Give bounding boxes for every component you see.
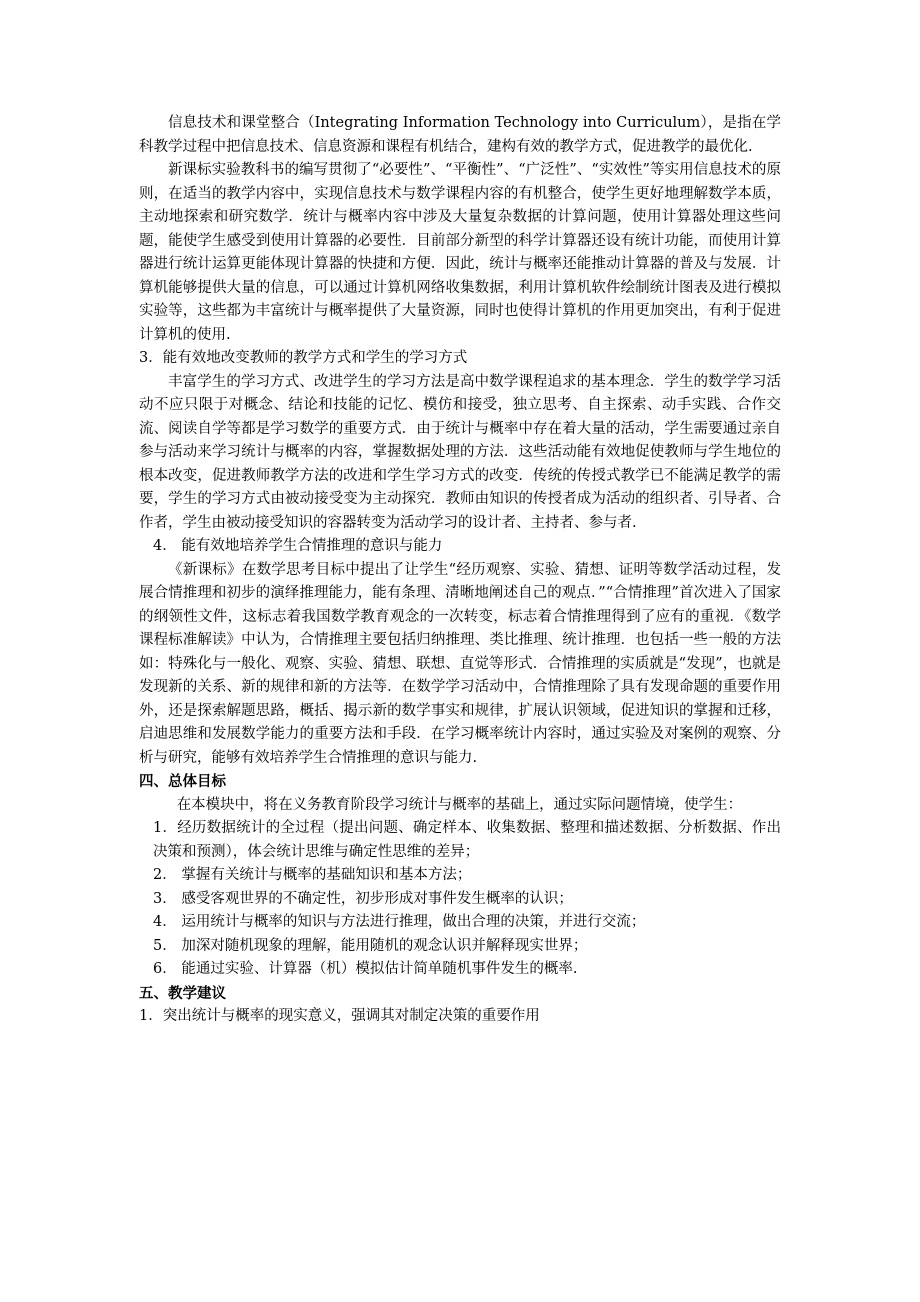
goal-item-5: 5． 加深对随机现象的理解，能用随机的观念认识并解释现实世界； [153, 937, 588, 954]
paragraph-textbook-principles: 新课标实验教科书的编写贯彻了“必要性”、“平衡性”、“广泛性”、“实效性”等实用信息技术的原则，在适当的教学内容中，实现信息技术与数学课程内容的有机整合，使学生更好地理解数学本质，主动地探索和研究数学．统计与概率内容中涉及大量复杂数据的计算问题，使用计算器处理这些问题，能使学生感受到使用计算器的必要性．目前部分新型的科学计算器还设有统计功能，而使用计算器进行统计运算更能体现计算器的快捷和方便．因此，统计与概率还能推动计算器的普及与发展．计算机能够提供大量的信息，可以通过计算机网络收集数据，利用计算机软件绘制统计图表及进行模拟实验等，这些都为丰富统计与概率提供了大量资源，同时也使得计算机的作用更加突出，有利于促进计算机的使用. [139, 162, 781, 343]
goal-item-3: 3． 感受客观世界的不确定性，初步形成对事件发生概率的认识； [153, 890, 573, 907]
section-heading-overall-goals: 四、总体目标 [139, 773, 226, 790]
goal-item-1: 1．经历数据统计的全过程（提出问题、确定样本、收集数据、整理和描述数据、分析数据、作出决策和预测），体会统计思维与确定性思维的差异； [153, 820, 781, 860]
goal-item-2: 2． 掌握有关统计与概率的基础知识和基本方法； [153, 867, 472, 883]
suggestion-item-1: 1．突出统计与概率的现实意义，强调其对制定决策的重要作用 [139, 1008, 540, 1024]
document-body [139, 112, 781, 1029]
subheading-reasoning-ability: 4． 能有效地培养学生合情推理的意识与能力 [153, 538, 443, 554]
paragraph-learning-methods: 丰富学生的学习方式、改进学生的学习方法是高中数学课程追求的基本理念．学生的数学学习活动不应只限于对概念、结论和技能的记忆、模仿和接受，独立思考、自主探索、动手实践、合作交流、阅读自学等都是学习数学的重要方式．由于统计与概率中存在着大量的活动，学生需要通过亲自参与活动来学习统计与概率的内容，掌握数据处理的方法．这些活动能有效地促使教师与学生地位的根本改变，促进教师教学方法的改进和学生学习方式的改变．传统的传授式教学已不能满足教学的需要，学生的学习方式由被动接受变为主动探究．教师由知识的传授者成为活动的组织者、引导者、合作者，学生由被动接受知识的容器转变为活动学习的设计者、主持者、参与者. [139, 373, 781, 531]
paragraph-integration-definition: 信息技术和课堂整合（Integrating Information Technology into Curriculum），是指在学科教学过程中把信息技术、信息资源和课程有机结合，建构有效的教学方式，促进教学的最优化. [139, 115, 781, 155]
section-heading-teaching-suggestions: 五、教学建议 [139, 984, 226, 1002]
subheading-teaching-methods: 3．能有效地改变教师的教学方式和学生的学习方式 [139, 350, 468, 366]
paragraph-plausible-reasoning: 《新课标》在数学思考目标中提出了让学生“经历观察、实验、猜想、证明等数学活动过程，发展合情推理和初步的演绎推理能力，能有条理、清晰地阐述自己的观点．”“合情推理”首次进入了国家的纲领性文件，这标志着我国数学教育观念的一次转变，标志着合情推理得到了应有的重视．《数学课程标准解读》中认为，合情推理主要包括归纳推理、类比推理、统计推理．也包括一些一般的方法如：特殊化与一般化、观察、实验、猜想、联想、直觉等形式．合情推理的实质就是“发现”，也就是发现新的关系、新的规律和新的方法等．在数学学习活动中，合情推理除了具有发现命题的重要作用外，还是探索解题思路，概括、揭示新的数学事实和规律，扩展认识领域，促进知识的掌握和迁移，启迪思维和发展数学能力的重要方法和手段．在学习概率统计内容时，通过实验及对案例的观察、分析与研究，能够有效培养学生合情推理的意识与能力. [139, 561, 781, 766]
goal-item-4: 4． 运用统计与概率的知识与方法进行推理，做出合理的决策，并进行交流； [153, 914, 646, 930]
paragraph-goals-intro: 在本模块中，将在义务教育阶段学习统计与概率的基础上，通过实际问题情境，使学生： [176, 796, 743, 813]
goal-item-6: 6． 能通过实验、计算器（机）模拟估计简单随机事件发生的概率. [153, 961, 578, 977]
